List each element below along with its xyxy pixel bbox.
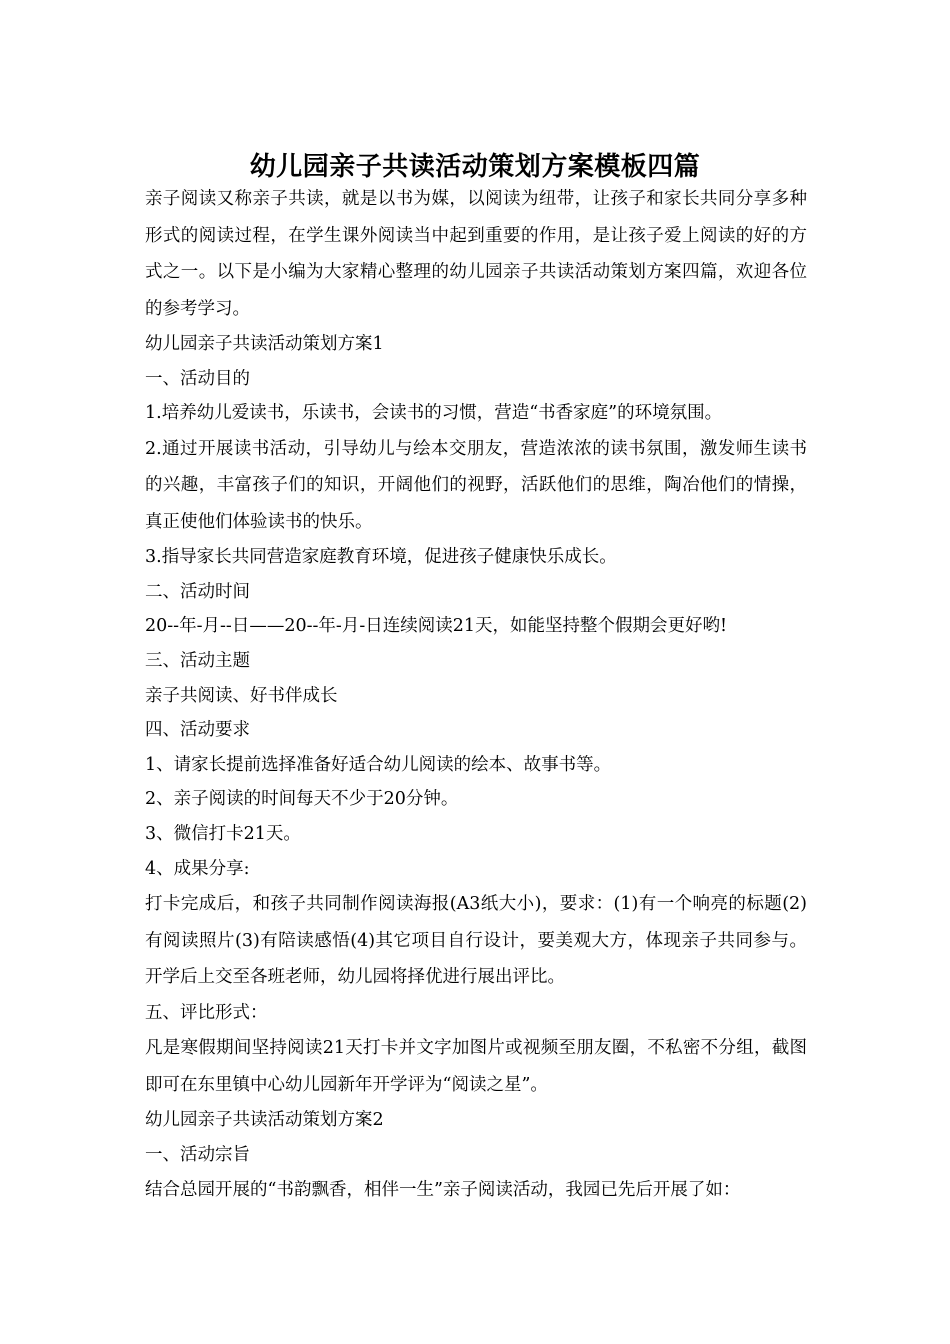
document-body [145, 181, 807, 1207]
document-title: 幼儿园亲子共读活动策划方案模板四篇 [249, 152, 701, 183]
body-line: 四、活动要求 [145, 720, 250, 741]
body-paragraph: 打卡完成后，和孩子共同制作阅读海报(A3纸大小)，要求：(1)有一个响亮的标题(2)有阅读照片(3)有陪读感悟(4)其它项目自行设计，要美观大方，体现亲子共同参与。开学后上交至各班老师，幼儿园将择优进行展出评比。 [145, 894, 807, 988]
body-line: 4、成果分享: [145, 858, 250, 879]
body-line: 二、活动时间 [145, 581, 250, 602]
body-line: 结合总园开展的“书韵飘香，相伴一生”亲子阅读活动，我园已先后开展了如： [145, 1179, 741, 1200]
body-line: 1、请家长提前选择准备好适合幼儿阅读的绘本、故事书等。 [145, 754, 612, 775]
body-paragraph: 2.通过开展读书活动，引导幼儿与绘本交朋友，营造浓浓的读书氛围，激发师生读书的兴趣，丰富孩子们的知识，开阔他们的视野，活跃他们的思维，陶冶他们的情操，真正使他们体验读书的快乐。 [145, 438, 807, 532]
body-line: 三、活动主题 [145, 651, 250, 672]
body-line: 1.培养幼儿爱读书，乐读书，会读书的习惯，营造“书香家庭”的环境氛围。 [145, 403, 723, 424]
body-line: 亲子共阅读、好书伴成长 [145, 685, 338, 706]
body-line: 20--年-月--日——20--年-月-日连续阅读21天，如能坚持整个假期会更好哟! [145, 616, 728, 637]
body-paragraph: 亲子阅读又称亲子共读，就是以书为媒，以阅读为纽带，让孩子和家长共同分享多种形式的阅读过程，在学生课外阅读当中起到重要的作用，是让孩子爱上阅读的好的方式之一。以下是小编为大家精心整理的幼儿园亲子共读活动策划方案四篇，欢迎各位的参考学习。 [145, 189, 807, 319]
body-line: 五、评比形式： [145, 1002, 268, 1023]
body-line: 一、活动宗旨 [145, 1144, 250, 1165]
body-line: 3.指导家长共同营造家庭教育环境，促进孩子健康快乐成长。 [145, 547, 617, 568]
body-line: 3、微信打卡21天。 [145, 824, 301, 845]
body-paragraph: 凡是寒假期间坚持阅读21天打卡并文字加图片或视频至朋友圈，不私密不分组，截图即可在东里镇中心幼儿园新年开学评为“阅读之星”。 [145, 1038, 807, 1095]
body-line: 幼儿园亲子共读活动策划方案1 [145, 334, 384, 354]
body-line: 2、亲子阅读的时间每天不少于20分钟。 [145, 789, 459, 810]
body-line: 一、活动目的 [145, 368, 250, 389]
body-line: 幼儿园亲子共读活动策划方案2 [145, 1110, 384, 1131]
